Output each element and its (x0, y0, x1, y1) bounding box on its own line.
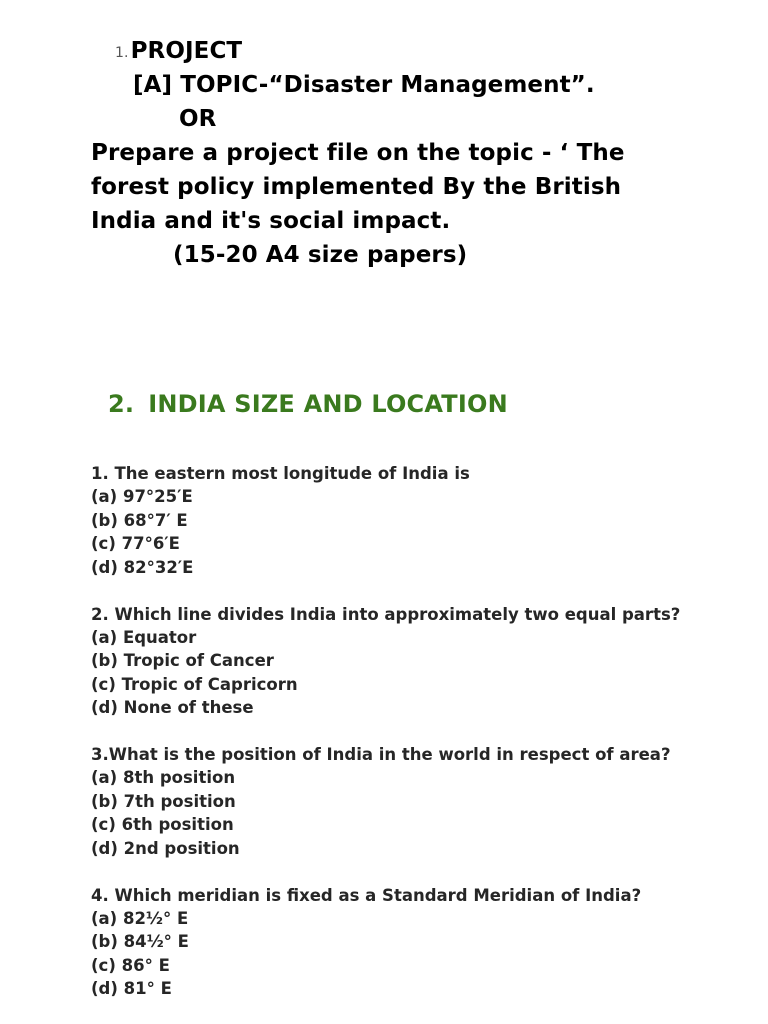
question-text: 4. Which meridian is fixed as a Standard Meridian of India? (91, 885, 642, 905)
option-d: (d) 81° E (91, 979, 172, 999)
project-or: OR (179, 106, 217, 132)
project-number: 1. (115, 45, 129, 61)
option-a: (a) 82½° E (91, 909, 189, 929)
question-item (91, 884, 731, 1001)
option-a: (a) 97°25′E (91, 487, 193, 507)
project-paragraph-line: forest policy implemented By the British (91, 174, 622, 200)
project-pages-note: (15-20 A4 size papers) (173, 242, 468, 268)
project-paragraph-line: India and it's social impact. (91, 208, 451, 234)
project-paragraph-line: Prepare a project file on the topic - ‘ The (91, 140, 625, 166)
option-b: (b) Tropic of Cancer (91, 651, 274, 671)
project-title-line (91, 34, 751, 68)
question-item (91, 462, 731, 579)
project-topic: [A] TOPIC-“Disaster Management”. (133, 72, 595, 98)
option-d: (d) 2nd position (91, 838, 240, 858)
section-number: 2. (108, 390, 135, 418)
option-c: (c) 6th position (91, 815, 234, 835)
option-a: (a) Equator (91, 627, 197, 647)
section-title: INDIA SIZE AND LOCATION (148, 390, 508, 418)
option-b: (b) 84½° E (91, 932, 189, 952)
question-text: 3.What is the position of India in the world in respect of area? (91, 745, 671, 765)
question-text: 1. The eastern most longitude of India is (91, 464, 470, 483)
option-a: (a) 8th position (91, 768, 236, 788)
option-d: (d) 82°32′E (91, 557, 194, 577)
option-c: (c) Tropic of Capricorn (91, 674, 298, 694)
option-d: (d) None of these (91, 698, 254, 718)
option-c: (c) 77°6′E (91, 534, 180, 554)
question-list (91, 462, 731, 1024)
project-block (91, 34, 751, 272)
question-item (91, 603, 731, 720)
question-item (91, 743, 731, 860)
section-heading (108, 390, 508, 418)
option-c: (c) 86° E (91, 955, 170, 975)
project-title: PROJECT (130, 38, 243, 64)
question-text: 2. Which line divides India into approximately two equal parts? (91, 604, 681, 624)
option-b: (b) 7th position (91, 791, 236, 811)
option-b: (b) 68°7′ E (91, 510, 188, 530)
